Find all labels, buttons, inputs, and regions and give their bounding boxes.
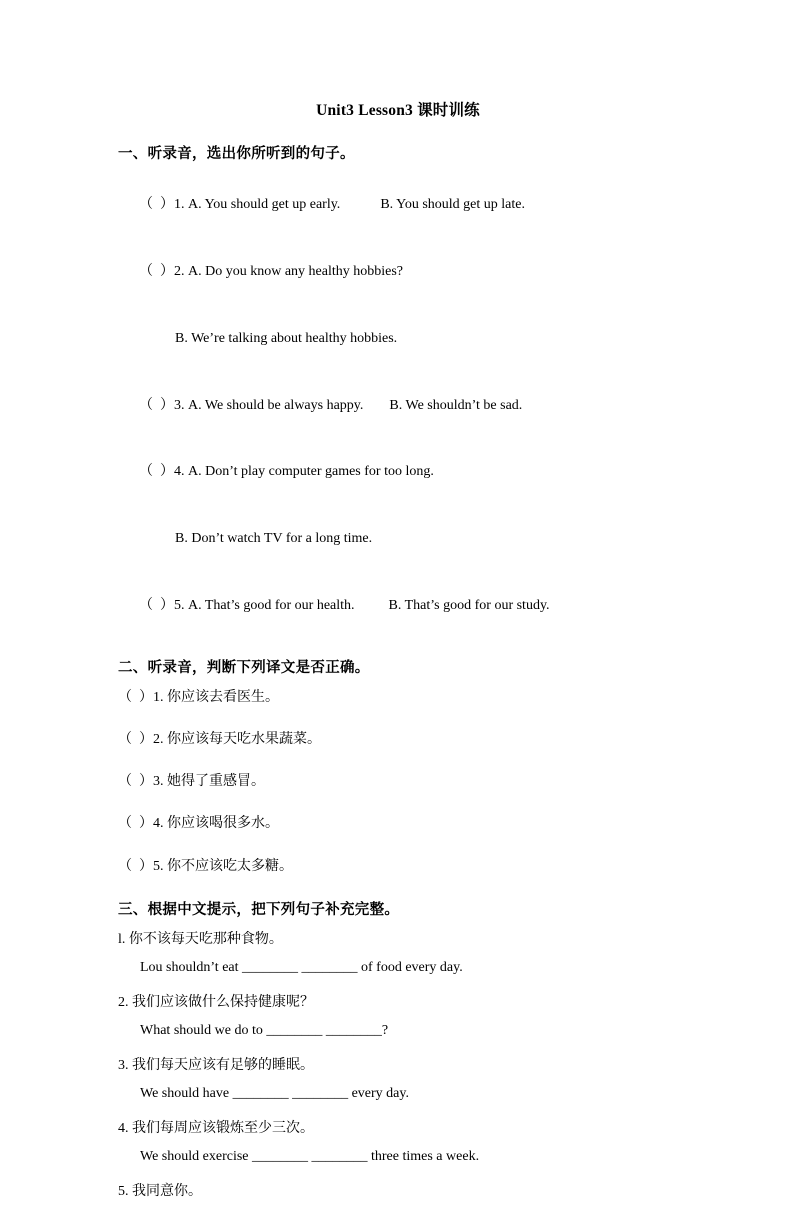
worksheet-content [118,98,678,1209]
listening-item-5-optionB: B. That’s good for our study. [388,598,550,614]
listening-item-1 [118,173,678,237]
completion-item-2-en: What should we do to ________ ________? [140,1022,389,1038]
completion-item-1-en: Lou shouldn’t eat ________ ________ of food every day. [140,959,463,975]
listening-item-4-optionA: （ ）4. A. Don’t play computer games for too long. [139,464,434,480]
judgement-item-4: （ ）4. 你应该喝很多水。 [118,816,279,832]
completion-item-4-en: We should exercise ________ ________ three times a week. [140,1148,480,1164]
page-title: Unit3 Lesson3 课时训练 [316,102,480,119]
listening-item-1-optionA: （ ）1. A. You should get up early. [139,197,341,213]
judgement-item-1: （ ）1. 你应该去看医生。 [118,689,279,705]
judgement-item-3: （ ）3. 她得了重感冒。 [118,774,265,790]
listening-item-1-optionB: B. You should get up late. [380,197,525,213]
section-heading-3: 三、根据中文提示，把下列句子补充完整。 [118,901,400,918]
listening-item-4-optionB-line [118,507,678,571]
section-heading-1: 一、听录音，选出你所听到的句子。 [118,146,355,162]
completion-item-5-cn: 5. 我同意你。 [118,1183,202,1199]
completion-item-1-cn: l. 你不该每天吃那种食物。 [118,931,283,947]
completion-list [118,929,678,1202]
listening-item-2 [118,240,678,304]
listening-item-4-optionB: B. Don’t watch TV for a long time. [175,531,373,547]
listening-item-3 [118,373,678,437]
listening-item-5-optionA: （ ）5. A. That’s good for our health. [139,598,355,614]
listening-item-3-optionB: B. We shouldn’t be sad. [389,397,523,413]
completion-item-3-cn: 3. 我们每天应该有足够的睡眠。 [118,1057,314,1073]
listening-item-5 [118,574,678,638]
completion-item-4-cn: 4. 我们每周应该锻炼至少三次。 [118,1120,314,1136]
judgement-item-5: （ ）5. 你不应该吃太多糖。 [118,858,293,874]
listening-item-4 [118,440,678,504]
section-heading-2: 二、听录音，判断下列译文是否正确。 [118,659,370,676]
listening-item-2-optionA: （ ）2. A. Do you know any healthy hobbies? [139,264,404,280]
listening-item-2-optionB: B. We’re talking about healthy hobbies. [175,330,398,346]
completion-item-2-cn: 2. 我们应该做什么保持健康呢？ [118,994,314,1010]
completion-item-3-en: We should have ________ ________ every day. [140,1085,409,1101]
listening-item-2-optionB-line [118,307,678,371]
listening-item-3-optionA: （ ）3. A. We should be always happy. [139,397,364,413]
judgement-item-2: （ ）2. 你应该每天吃水果蔬菜。 [118,731,321,747]
